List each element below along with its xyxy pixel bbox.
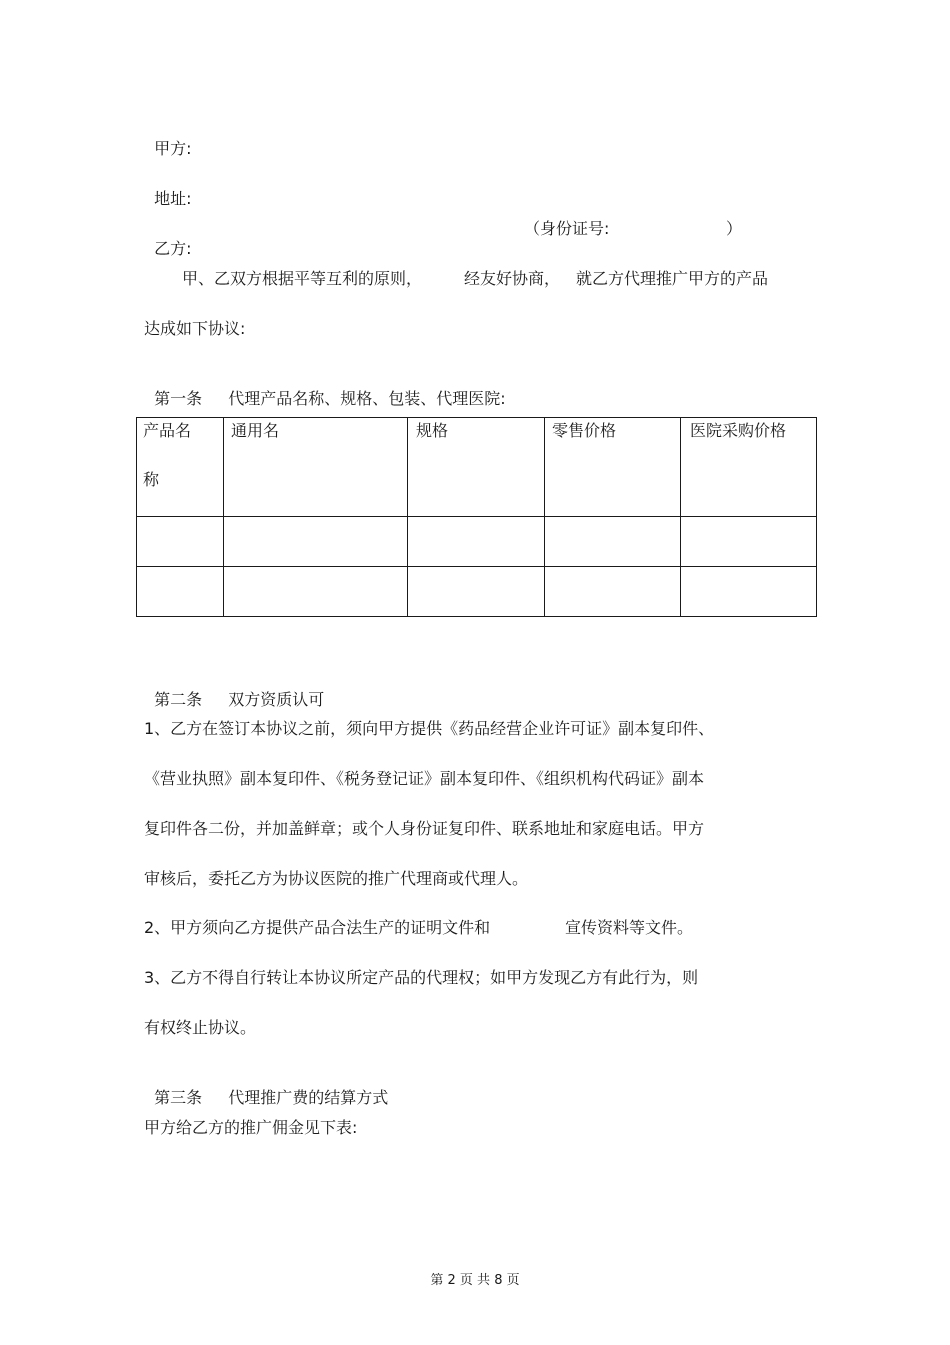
header-product-name-line1: 产品名: [143, 421, 192, 440]
product-table: [136, 417, 817, 617]
header-hospital-price: 医院采购价格: [690, 421, 787, 440]
table-cell: [408, 517, 545, 567]
article1-heading: [144, 369, 506, 409]
table-row: [137, 567, 817, 617]
header-cell: [137, 418, 224, 517]
article2-title: 双方资质认可: [228, 690, 325, 709]
table-cell: [224, 567, 408, 617]
article3-number: 第三条: [154, 1088, 203, 1107]
header-cell: [408, 418, 545, 517]
header-product-name-line2: 称: [143, 470, 160, 489]
article1-number: 第一条: [154, 389, 203, 408]
article2-p1-line4: 审核后，委托乙方为协议医院的推广代理商或代理人。: [144, 869, 529, 888]
header-specification: 规格: [416, 421, 449, 440]
table-row: [137, 517, 817, 567]
article3-heading: [144, 1068, 388, 1108]
address-line: [144, 169, 192, 209]
intro-line1-c: 就乙方代理推广甲方的产品: [576, 269, 769, 288]
party-b-label: 乙方:: [154, 239, 192, 258]
article2-p3-line1: 3、乙方不得自行转让本协议所定产品的代理权；如甲方发现乙方有此行为，则: [144, 968, 699, 987]
party-b-line: [144, 219, 192, 259]
intro-line2: 达成如下协议:: [144, 319, 246, 338]
party-a-line: [144, 119, 192, 159]
header-cell: [681, 418, 817, 517]
header-cell: [545, 418, 681, 517]
intro-line1-a: 甲、乙双方根据平等互利的原则，: [182, 269, 423, 288]
article2-p3-line2: 有权终止协议。: [144, 1018, 257, 1037]
article3-p1: 甲方给乙方的推广佣金见下表:: [144, 1118, 358, 1137]
article1-title: 代理产品名称、规格、包装、代理医院:: [228, 389, 506, 408]
table-cell: [681, 517, 817, 567]
address-label: 地址:: [154, 189, 192, 208]
header-cell: [224, 418, 408, 517]
table-cell: [137, 567, 224, 617]
table-cell: [137, 517, 224, 567]
article2-number: 第二条: [154, 690, 203, 709]
table-cell: [224, 517, 408, 567]
page-footer: 第 2 页 共 8 页: [430, 1273, 520, 1288]
article2-p2-b: 宣传资料等文件。: [565, 918, 694, 937]
article2-heading: [144, 670, 324, 710]
intro-line1-b: 经友好协商，: [464, 269, 561, 288]
header-retail-price: 零售价格: [552, 421, 617, 440]
article3-title: 代理推广费的结算方式: [228, 1088, 389, 1107]
id-number-label: （身份证号:: [524, 219, 610, 238]
article2-p1-line3: 复印件各二份，并加盖鲜章；或个人身份证复印件、联系地址和家庭电话。甲方: [144, 819, 705, 838]
table-cell: [545, 517, 681, 567]
header-generic-name: 通用名: [231, 421, 280, 440]
id-number-close: ）: [726, 219, 743, 238]
table-cell: [545, 567, 681, 617]
article2-p2-a: 2、甲方须向乙方提供产品合法生产的证明文件和: [144, 918, 491, 937]
table-cell: [681, 567, 817, 617]
article2-p1-line2: 《营业执照》副本复印件、《税务登记证》副本复印件、《组织机构代码证》副本: [144, 769, 705, 788]
table-header-row: [137, 418, 817, 517]
party-a-label: 甲方:: [154, 139, 192, 158]
article2-p1-line1: 1、乙方在签订本协议之前，须向甲方提供《药品经营企业许可证》副本复印件、: [144, 719, 715, 738]
table-cell: [408, 567, 545, 617]
